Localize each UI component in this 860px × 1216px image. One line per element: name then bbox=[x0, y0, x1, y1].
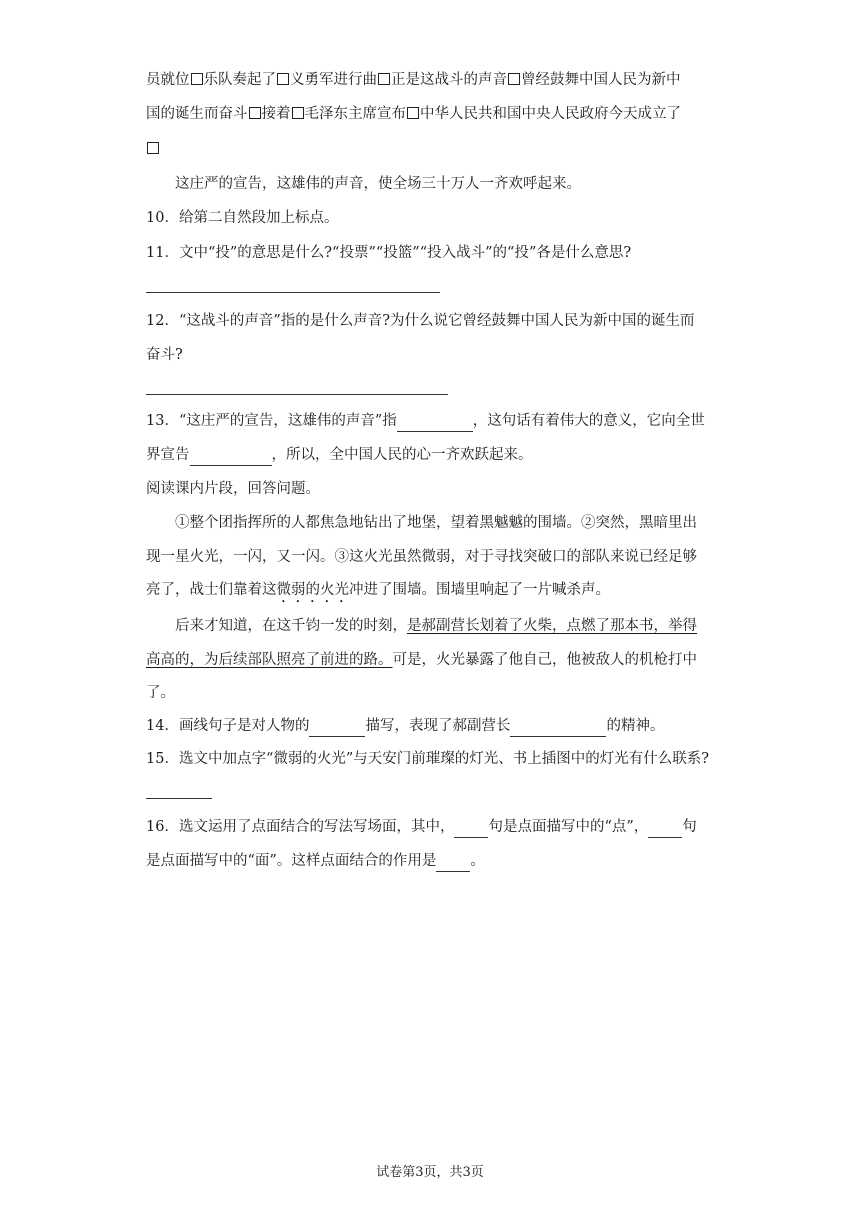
passage-line bbox=[146, 70, 681, 90]
punctuation-box[interactable] bbox=[407, 107, 419, 119]
question-text: 界宣告 bbox=[146, 447, 190, 463]
question-16-line2 bbox=[146, 851, 485, 872]
question-text: 16．选文运用了点面结合的写法写场面，其中， bbox=[146, 819, 455, 835]
punctuation-box[interactable] bbox=[508, 73, 520, 85]
passage-line: 现一星火光，一闪，又一闪。③这火光虽然微弱，对于寻找突破口的部队来说已经足够 bbox=[146, 549, 697, 565]
answer-line[interactable] bbox=[146, 798, 212, 799]
text-segment: 接着 bbox=[261, 106, 291, 122]
text-segment: 正是这战斗的声音 bbox=[391, 72, 507, 88]
underlined-sentence: 高高的，为后续部队照亮了前进的路。 bbox=[146, 652, 393, 668]
text-segment: 亮了，战士们靠着这 bbox=[146, 582, 277, 598]
answer-line[interactable] bbox=[146, 394, 448, 395]
passage-line bbox=[146, 580, 610, 606]
punctuation-box[interactable] bbox=[292, 107, 304, 119]
question-14 bbox=[146, 716, 664, 737]
text-segment: 中华人民共和国中央人民政府今天成立了 bbox=[420, 106, 681, 122]
underlined-sentence: 是郝副营长划着了火柴，点燃了那本书，举得 bbox=[407, 618, 697, 634]
passage-line: ①整个团指挥所的人都焦急地钻出了地堡，望着黑魆魆的围墙。②突然，黑暗里出 bbox=[175, 515, 697, 531]
question-15: 15．选文中加点字“微弱的火光”与天安门前璀璨的灯光、书上插图中的灯光有什么联系? bbox=[146, 751, 710, 767]
text-segment: 冲进了围墙。围墙里响起了一片喊杀声。 bbox=[349, 582, 610, 598]
punctuation-box[interactable] bbox=[147, 142, 159, 154]
question-12-line1: 12．“这战斗的声音”指的是什么声音?为什么说它曾经鼓舞中国人民为新中国的诞生而 bbox=[146, 313, 695, 329]
punctuation-box[interactable] bbox=[277, 73, 289, 85]
question-text: 。 bbox=[470, 853, 485, 869]
question-10: 10．给第二自然段加上标点。 bbox=[146, 210, 339, 226]
passage-line: 了。 bbox=[146, 685, 175, 701]
passage-paragraph: 这庄严的宣告，这雄伟的声音，使全场三十万人一齐欢呼起来。 bbox=[175, 176, 581, 192]
passage-line bbox=[175, 616, 697, 636]
answer-blank[interactable] bbox=[454, 817, 488, 838]
answer-blank[interactable] bbox=[309, 716, 365, 737]
passage-line bbox=[146, 104, 681, 124]
question-text: 的精神。 bbox=[606, 718, 665, 734]
question-text: 描写，表现了郝副营长 bbox=[365, 718, 511, 734]
answer-line[interactable] bbox=[146, 292, 440, 293]
passage-line bbox=[146, 650, 697, 670]
text-segment: 曾经鼓舞中国人民为新中 bbox=[521, 72, 681, 88]
question-13-line2 bbox=[146, 445, 533, 466]
text-segment: 毛泽东主席宣布 bbox=[304, 106, 406, 122]
question-text: 14．画线句子是对人物的 bbox=[146, 718, 310, 734]
text-segment: 可是，火光暴露了他自己，他被敌人的机枪打中 bbox=[392, 652, 697, 668]
question-text: 句 bbox=[682, 819, 697, 835]
question-text: 句是点面描写中的“点”， bbox=[488, 819, 649, 835]
dotted-emphasis-text: 微弱的火光 bbox=[276, 582, 349, 598]
text-segment: 后来才知道，在这千钧一发的时刻， bbox=[175, 618, 407, 634]
question-text: 是点面描写中的“面”。这样点面结合的作用是 bbox=[146, 853, 437, 869]
answer-blank[interactable] bbox=[510, 716, 606, 737]
page-footer: 试卷第3页，共3页 bbox=[376, 1165, 484, 1180]
text-segment: 国的诞生而奋斗 bbox=[146, 106, 248, 122]
punctuation-box[interactable] bbox=[249, 107, 261, 119]
question-12-line2: 奋斗? bbox=[146, 347, 183, 363]
passage-line bbox=[146, 139, 160, 159]
question-11: 11．文中“投”的意思是什么?“投票”“投篮”“投入战斗”的“投”各是什么意思? bbox=[146, 245, 632, 261]
question-text: 13．“这庄严的宣告，这雄伟的声音”指 bbox=[146, 413, 397, 429]
punctuation-box[interactable] bbox=[378, 73, 390, 85]
answer-blank[interactable] bbox=[190, 445, 272, 466]
text-segment: 员就位 bbox=[146, 72, 190, 88]
reading-intro: 阅读课内片段，回答问题。 bbox=[146, 481, 320, 497]
question-13-line1 bbox=[146, 411, 705, 432]
punctuation-box[interactable] bbox=[191, 73, 203, 85]
text-segment: 乐队奏起了 bbox=[203, 72, 276, 88]
answer-blank[interactable] bbox=[648, 817, 682, 838]
question-text: ，所以，全中国人民的心一齐欢跃起来。 bbox=[271, 447, 533, 463]
answer-blank[interactable] bbox=[397, 411, 473, 432]
question-16-line1 bbox=[146, 817, 697, 838]
question-text: ，这句话有着伟大的意义，它向全世 bbox=[472, 413, 705, 429]
text-segment: 义勇军进行曲 bbox=[290, 72, 377, 88]
answer-blank[interactable] bbox=[436, 851, 470, 872]
